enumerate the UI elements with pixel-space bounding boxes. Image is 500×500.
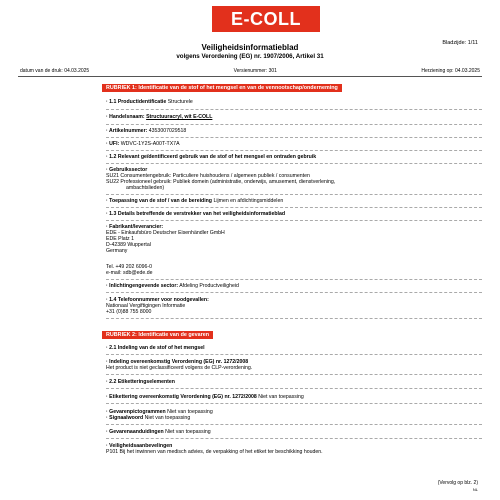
continued-note: (Vervolg op blz. 2) xyxy=(437,480,478,486)
separator xyxy=(106,150,482,151)
article-number-label: · Artikelnummer: xyxy=(106,128,148,134)
info-sector-label: · Inlichtingengevende sector: xyxy=(106,283,179,289)
emergency-phone-line-1: Nationaal Vergiftigingen Informatie xyxy=(106,303,186,309)
separator xyxy=(106,354,482,355)
application-line xyxy=(106,198,283,204)
separator xyxy=(106,318,482,319)
pictogram-value: Niet van toepassing xyxy=(167,409,213,415)
article-number-line xyxy=(106,128,186,134)
ufi-value: WDVC-1Y2S-A00T-TX7A xyxy=(120,141,180,147)
sector-line-3: ambachtslieden) xyxy=(126,185,165,191)
version-number: Versienummer: 301 xyxy=(233,68,277,74)
logo-text: E-COLL xyxy=(231,8,301,29)
supplier-line: EDE - Einkaufsbüro Deutscher Eisenhändler GmbH xyxy=(106,230,225,236)
supplier-email[interactable]: e-mail: sdb@ede.de xyxy=(106,270,153,276)
separator xyxy=(106,163,482,164)
labelling-line xyxy=(106,394,304,400)
sector-line-1: SU21 Consumentengebruik: Particuliere huishoudens / algemeen publiek / consumenten xyxy=(106,173,310,179)
footer-code: NL xyxy=(472,487,478,492)
application-value: Lijmen en afdichtingsmiddelen xyxy=(213,198,284,204)
supplier-line: D-42389 Wuppertal xyxy=(106,242,151,248)
classification-heading: · 2.1 Indeling van de stof of het mengsel xyxy=(106,345,205,351)
labelling-label: · Etikettering overeenkomstig Verordening (EG) nr. 1272/2008 xyxy=(106,394,257,400)
section1-heading: RUBRIEK 1: Identificatie van de stof of het mengsel en van de vennootschap/onderneming xyxy=(102,84,342,92)
trade-name-value: Structuuracryl, wit E-COLL xyxy=(146,114,213,120)
supplier-phone: Tel. +49 202 6096-0 xyxy=(106,264,153,270)
page-number: Bladzijde: 1/11 xyxy=(442,40,478,46)
trade-name-label: · Handelsnaam: xyxy=(106,114,145,120)
document-title: Veiligheidsinformatieblad xyxy=(201,43,299,52)
relevant-use-heading: · 1.2 Relevant geïdentificeerd gebruik van de stof of het mengsel en ontraden gebruik xyxy=(106,154,317,160)
supplier-label: · Fabrikant/leverancier: xyxy=(106,224,164,230)
emergency-phone-line-2: +31 (0)88 755 8000 xyxy=(106,309,152,315)
separator xyxy=(106,194,482,195)
label-elements-heading: · 2.2 Etiketteringselementen xyxy=(106,379,175,385)
separator xyxy=(106,438,482,439)
document-subtitle: volgens Verordening (EG) nr. 1907/2006, Artikel 31 xyxy=(176,53,324,60)
hazard-statements-value: Niet van toepassing xyxy=(165,429,211,435)
separator xyxy=(106,279,482,280)
separator xyxy=(106,109,482,110)
labelling-value: Niet van toepassing xyxy=(258,394,304,400)
separator xyxy=(106,124,482,125)
emergency-phone-heading: · 1.4 Telefoonnummer voor noodgevallen: xyxy=(106,297,209,303)
separator xyxy=(106,292,482,293)
application-label: · Toepassing van de stof / van de bereiding xyxy=(106,198,212,204)
info-sector-line xyxy=(106,283,239,289)
separator xyxy=(106,220,482,221)
supplier-details-heading: · 1.3 Details betreffende de verstrekker van het veiligheidsinformatieblad xyxy=(106,211,286,217)
sector-label: · Gebruikssector xyxy=(106,167,148,173)
ufi-line xyxy=(106,141,180,147)
separator xyxy=(106,374,482,375)
product-identifier-value: Structurele xyxy=(167,99,193,105)
classification-value: Het product is niet geclassificeerd volgens de CLP-verordening. xyxy=(106,365,253,371)
signal-word-value: Niet van toepassing xyxy=(144,415,191,421)
separator xyxy=(106,137,482,138)
separator xyxy=(106,207,482,208)
brand-logo xyxy=(212,6,320,32)
print-date: datum van de druk: 04.03.2025 xyxy=(20,68,90,74)
header-rule xyxy=(18,76,482,77)
precautionary-value: P101 Bij het inwinnen van medisch advies, de verpakking of het etiket ter beschikking houden. xyxy=(106,449,323,455)
product-identifier-line xyxy=(106,99,193,105)
hazard-statements-label: · Gevarenaanduidingen xyxy=(106,429,164,435)
pictogram-label: · Gevarenpictogrammen xyxy=(106,409,166,415)
ufi-label: · UFI: xyxy=(106,141,120,147)
document-meta xyxy=(18,68,482,74)
sds-page xyxy=(18,0,482,500)
product-identifier-label: · 1.1 Productidentificatie xyxy=(106,99,167,105)
trade-name-line xyxy=(106,114,212,120)
separator xyxy=(106,388,482,389)
revision-date: Herziening op: 04.03.2025 xyxy=(421,68,480,74)
article-number-value: 4353007029518 xyxy=(148,128,187,134)
signal-word-line xyxy=(106,415,190,421)
sector-line-2: SU22 Professioneel gebruik: Publiek domein (administratie, onderwijs, amusement, dienstverlening, xyxy=(106,179,336,185)
precautionary-label: · Veiligheidsaanbevelingen xyxy=(106,443,173,449)
info-sector-value: Afdeling Productveiligheid xyxy=(179,283,239,289)
hazard-statements-line xyxy=(106,429,211,435)
separator xyxy=(106,424,482,425)
signal-word-label: · Signaalwoord xyxy=(106,415,144,421)
supplier-line: Germany xyxy=(106,248,128,254)
separator xyxy=(106,403,482,404)
classification-label: · Indeling overeenkomstig Verordening (EG) nr. 1272/2008 xyxy=(106,359,249,365)
section2-heading: RUBRIEK 2: Identificatie van de gevaren xyxy=(102,331,213,339)
supplier-line: EDE Platz 1 xyxy=(106,236,134,242)
